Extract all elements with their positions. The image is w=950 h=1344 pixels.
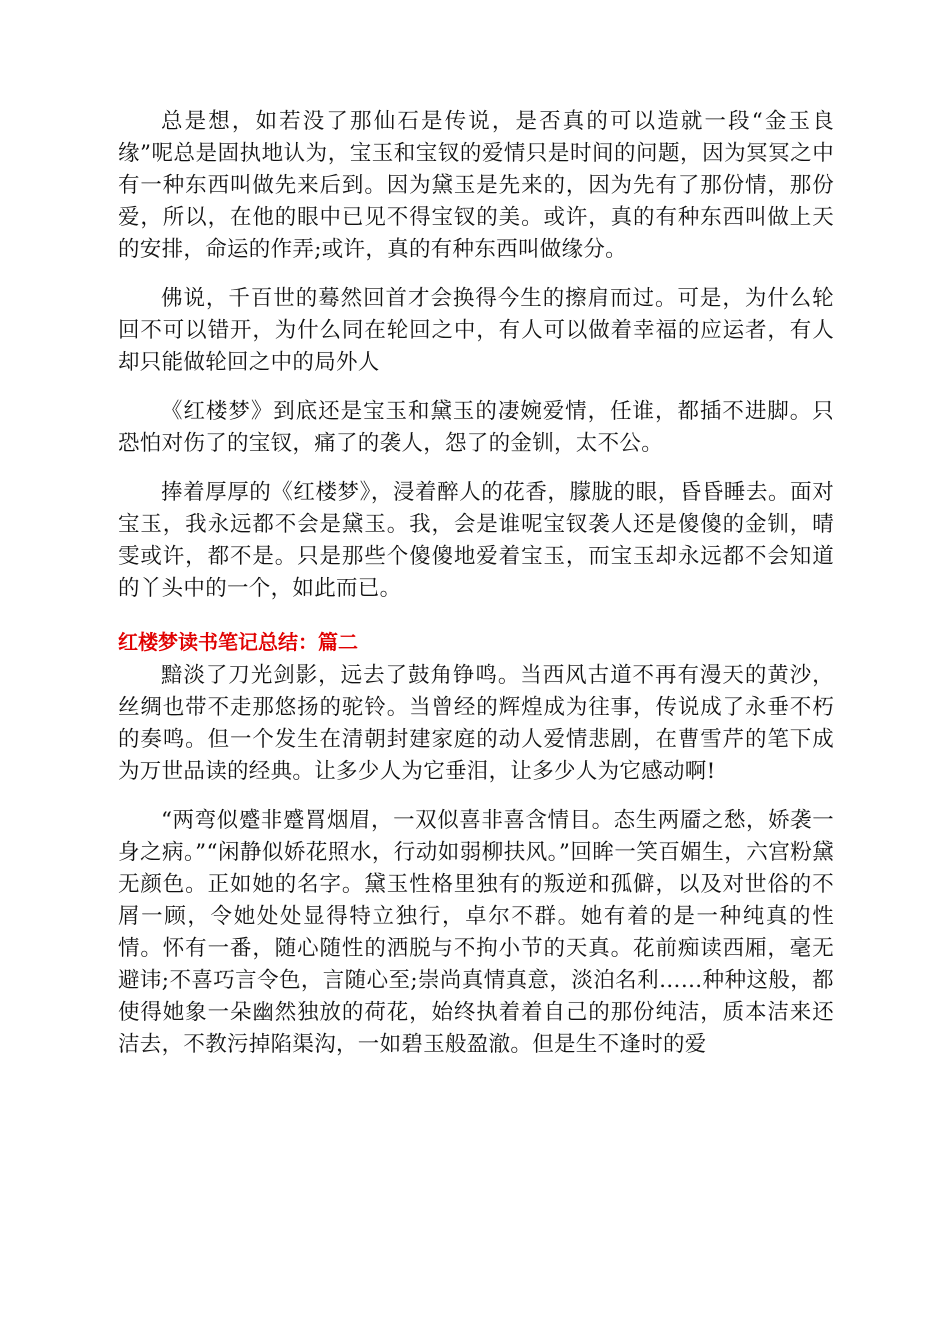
document-body: [118, 106, 834, 1061]
paragraph: 黯淡了刀光剑影，远去了鼓角铮鸣。当西风古道不再有漫天的黄沙，丝绸也带不走那悠扬的驼铃。当曾经的辉煌成为往事，传说成了永垂不朽的奏鸣。但一个发生在清朝封建家庭的动人爱情悲剧，在曹雪芹的笔下成为万世品读的经典。让多少人为它垂泪，让多少人为它感动啊!: [118, 663, 834, 784]
paragraph: “两弯似蹙非蹙罥烟眉，一双似喜非喜含情目。态生两靥之愁，娇袭一身之病。”“闲静似娇花照水，行动如弱柳扶风。”回眸一笑百媚生，六宫粉黛无颜色。正如她的名字。黛玉性格里独有的叛逆和孤僻，以及对世俗的不屑一顾，令她处处显得特立独行，卓尔不群。她有着的是一种纯真的性情。怀有一番，随心随性的洒脱与不拘小节的天真。花前痴读西厢，毫无避讳;不喜巧言令色，言随心至;崇尚真情真意，淡泊名利……种种这般，都使得她象一朵幽然独放的荷花，始终执着着自己的那份纯洁，质本洁来还洁去，不教污掉陷渠沟，一如碧玉般盈澈。但是生不逢时的爱: [118, 808, 834, 1057]
paragraph: 《红楼梦》到底还是宝玉和黛玉的凄婉爱情，任谁，都插不进脚。只恐怕对伤了的宝钗，痛了的袭人，怨了的金钏，太不公。: [118, 399, 834, 456]
paragraph: 总是想，如若没了那仙石是传说，是否真的可以造就一段“金玉良缘”呢总是固执地认为，宝玉和宝钗的爱情只是时间的问题，因为冥冥之中有一种东西叫做先来后到。因为黛玉是先来的，因为先有了那份情，那份爱，所以，在他的眼中已见不得宝钗的美。或许，真的有种东西叫做上天的安排，命运的作弄;或许，真的有种东西叫做缘分。: [118, 109, 834, 262]
paragraph: 捧着厚厚的《红楼梦》，浸着醉人的花香，朦胧的眼，昏昏睡去。面对宝玉，我永远都不会是黛玉。我，会是谁呢宝钗袭人还是傻傻的金钏，晴雯或许，都不是。只是那些个傻傻地爱着宝玉，而宝玉却永远都不会知道的丫头中的一个，如此而已。: [118, 480, 834, 601]
section-heading: 红楼梦读书笔记总结：篇二: [118, 630, 358, 654]
paragraph: 佛说，千百世的蓦然回首才会换得今生的擦肩而过。可是，为什么轮回不可以错开，为什么同在轮回之中，有人可以做着幸福的应运者，有人却只能做轮回之中的局外人: [118, 286, 834, 375]
